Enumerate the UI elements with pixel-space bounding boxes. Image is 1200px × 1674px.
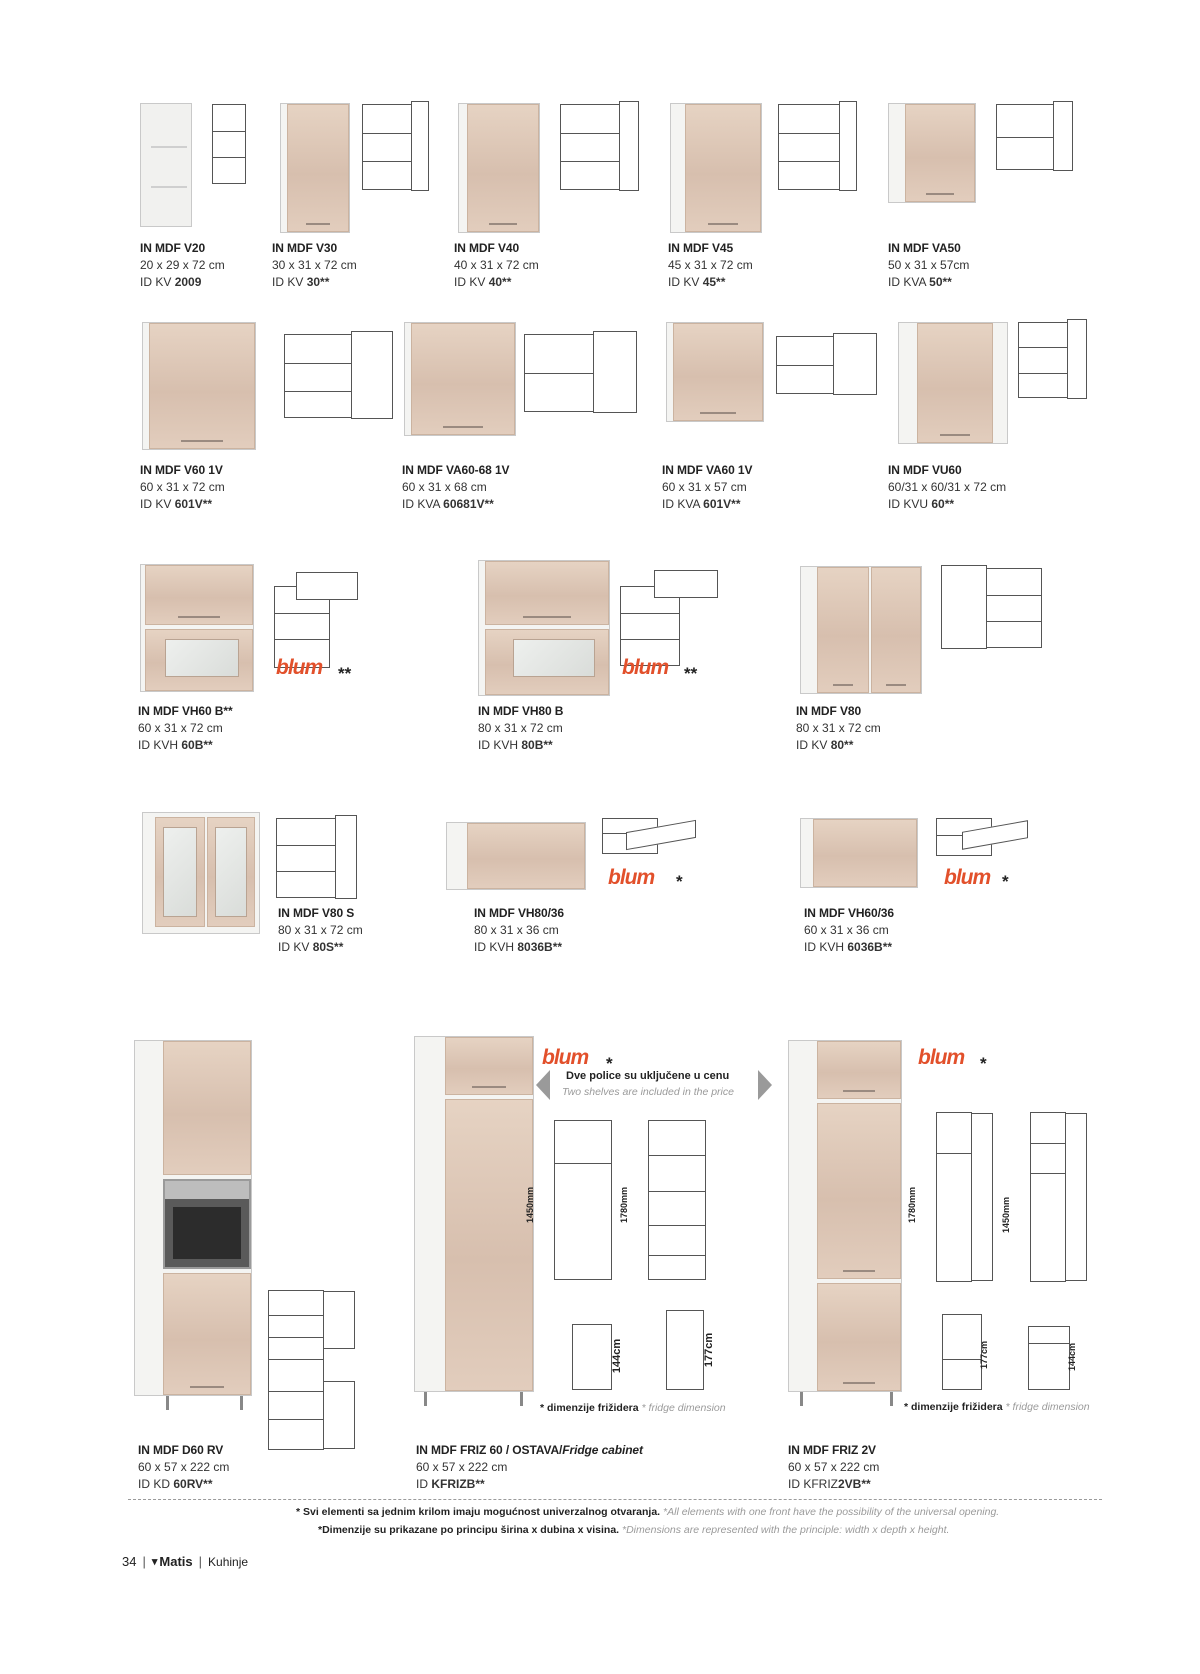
- cabinet-photo: [666, 322, 764, 422]
- product-id: ID KV 40**: [454, 275, 512, 289]
- cabinet-photo: [142, 322, 256, 450]
- fridge-dim-c: [942, 1314, 982, 1390]
- section-name: Kuhinje: [208, 1554, 249, 1569]
- cabinet-sketch: [212, 104, 246, 184]
- cabinet-sketch: [986, 568, 1042, 648]
- product-id: ID KV 30**: [272, 275, 330, 289]
- product-name: IN MDF FRIZ 60 / OSTAVA/Fridge cabinet: [416, 1443, 643, 1457]
- cabinet-photo: [888, 103, 976, 203]
- cabinet-sketch: [620, 586, 680, 666]
- product-name: IN MDF V20: [140, 241, 206, 255]
- product-id: ID KVA 60681V**: [402, 497, 494, 511]
- fridge-sketch-a: [554, 1120, 612, 1280]
- product-name: IN MDF V80: [796, 704, 862, 718]
- cabinet-sketch: [268, 1290, 324, 1450]
- product-dimensions: 50 x 31 x 57cm: [888, 258, 970, 272]
- blum-logo: blum: [608, 866, 655, 889]
- product-id: ID KV 45**: [668, 275, 726, 289]
- product-id: ID KVA 601V**: [662, 497, 741, 511]
- product-name: IN MDF V80 S: [278, 906, 355, 920]
- product-dimensions: 80 x 31 x 36 cm: [474, 923, 559, 937]
- product-name: IN MDF VA50: [888, 241, 961, 255]
- cabinet-photo: [898, 322, 1008, 444]
- product-name: IN MDF V60 1V: [140, 463, 223, 477]
- product-dimensions: 20 x 29 x 72 cm: [140, 258, 225, 272]
- oven: [163, 1179, 251, 1269]
- product-id: ID KV 80**: [796, 738, 854, 752]
- product-dimensions: 60 x 57 x 222 cm: [788, 1460, 880, 1474]
- left-arrow-icon: [536, 1070, 550, 1100]
- page-number: 34: [122, 1554, 137, 1569]
- cabinet-sketch: [524, 334, 594, 412]
- product-dimensions: 80 x 31 x 72 cm: [278, 923, 363, 937]
- cabinet-sketch: [776, 336, 834, 394]
- cabinet-sketch: [362, 104, 412, 190]
- fridge-sketch-d: [1030, 1112, 1066, 1282]
- blum-logo: blum: [944, 866, 991, 889]
- page-footer: 34 | ▾ Matis | Kuhinje: [122, 1554, 249, 1569]
- product-id: ID KVH 80B**: [478, 738, 553, 752]
- fridge-dim-b: [666, 1310, 704, 1390]
- cabinet-photo: [478, 560, 610, 696]
- cabinet-sketch: [284, 334, 352, 418]
- blum-logo: blum: [622, 656, 669, 679]
- product-id: ID KVH 8036B**: [474, 940, 563, 954]
- product-name: IN MDF D60 RV: [138, 1443, 224, 1457]
- footnote-universal-opening: * Svi elementi sa jednim krilom imaju mogućnost univerzalnog otvaranja. *All elements with one front have the possibility of the universal opening.: [296, 1506, 1000, 1518]
- fridge-sketch-b: [648, 1120, 706, 1280]
- cabinet-photo: [280, 103, 350, 233]
- product-id: ID KVA 50**: [888, 275, 952, 289]
- matis-logo-icon: ▾: [151, 1556, 158, 1568]
- footer-divider: [128, 1499, 1102, 1500]
- cabinet-photo: [788, 1040, 902, 1392]
- product-dimensions: 60 x 31 x 72 cm: [138, 721, 223, 735]
- blum-logo: blum: [542, 1046, 589, 1069]
- cabinet-photo: [404, 322, 516, 436]
- cabinet-sketch: [778, 104, 840, 190]
- fridge-dim-a: [572, 1324, 612, 1390]
- product-id: ID KV 80S**: [278, 940, 344, 954]
- fridge-dim-d: [1028, 1326, 1070, 1390]
- product-dimensions: 60/31 x 60/31 x 72 cm: [888, 480, 1007, 494]
- product-name: IN MDF V40: [454, 241, 520, 255]
- product-dimensions: 60 x 57 x 222 cm: [138, 1460, 230, 1474]
- product-name: IN MDF V30: [272, 241, 338, 255]
- product-id: ID KFRIZB**: [416, 1477, 485, 1491]
- blum-logo: blum: [918, 1046, 965, 1069]
- cabinet-sketch: [276, 818, 336, 898]
- blum-logo: blum: [276, 656, 323, 679]
- cabinet-photo: [800, 818, 918, 888]
- cabinet-sketch: [560, 104, 620, 190]
- product-id: ID KD 60RV**: [138, 1477, 213, 1491]
- cabinet-photo: [140, 564, 254, 692]
- cabinet-sketch: [996, 104, 1054, 170]
- product-id: ID KVH 60B**: [138, 738, 213, 752]
- cabinet-sketch: [1018, 322, 1068, 398]
- product-name: IN MDF VA60 1V: [662, 463, 753, 477]
- right-arrow-icon: [758, 1070, 772, 1100]
- cabinet-photo: [134, 1040, 252, 1396]
- product-name: IN MDF VH60/36: [804, 906, 894, 920]
- fridge-sketch-c: [936, 1112, 972, 1282]
- cabinet-photo: [414, 1036, 534, 1392]
- brand-name: Matis: [159, 1554, 193, 1569]
- product-dimensions: 80 x 31 x 72 cm: [796, 721, 881, 735]
- product-id: ID KVU 60**: [888, 497, 955, 511]
- cabinet-photo: [142, 812, 260, 934]
- product-dimensions: 60 x 31 x 36 cm: [804, 923, 889, 937]
- product-name: IN MDF VH80/36: [474, 906, 564, 920]
- footnote-dimensions: *Dimenzije su prikazane po principu širina x dubina x visina. *Dimensions are represented with the principle: width x depth x height.: [318, 1524, 950, 1536]
- cabinet-photo: [458, 103, 540, 233]
- product-name: IN MDF VH80 B: [478, 704, 564, 718]
- product-name: IN MDF VU60: [888, 463, 962, 477]
- product-name: IN MDF VA60-68 1V: [402, 463, 510, 477]
- product-dimensions: 80 x 31 x 72 cm: [478, 721, 563, 735]
- product-id: ID KVH 6036B**: [804, 940, 893, 954]
- product-id: ID KFRIZ2VB**: [788, 1477, 871, 1491]
- product-dimensions: 60 x 57 x 222 cm: [416, 1460, 508, 1474]
- cabinet-photo: [140, 103, 192, 227]
- product-dimensions: 45 x 31 x 72 cm: [668, 258, 753, 272]
- product-dimensions: 60 x 31 x 68 cm: [402, 480, 487, 494]
- product-dimensions: 60 x 31 x 57 cm: [662, 480, 747, 494]
- cabinet-photo: [800, 566, 922, 694]
- product-name: IN MDF VH60 B**: [138, 704, 233, 718]
- product-dimensions: 30 x 31 x 72 cm: [272, 258, 357, 272]
- product-id: ID KV 2009: [140, 275, 202, 289]
- cabinet-photo: [446, 822, 586, 890]
- cabinet-photo: [670, 103, 762, 233]
- product-name: IN MDF FRIZ 2V: [788, 1443, 876, 1457]
- product-dimensions: 40 x 31 x 72 cm: [454, 258, 539, 272]
- product-name: IN MDF V45: [668, 241, 734, 255]
- product-dimensions: 60 x 31 x 72 cm: [140, 480, 225, 494]
- product-id: ID KV 601V**: [140, 497, 213, 511]
